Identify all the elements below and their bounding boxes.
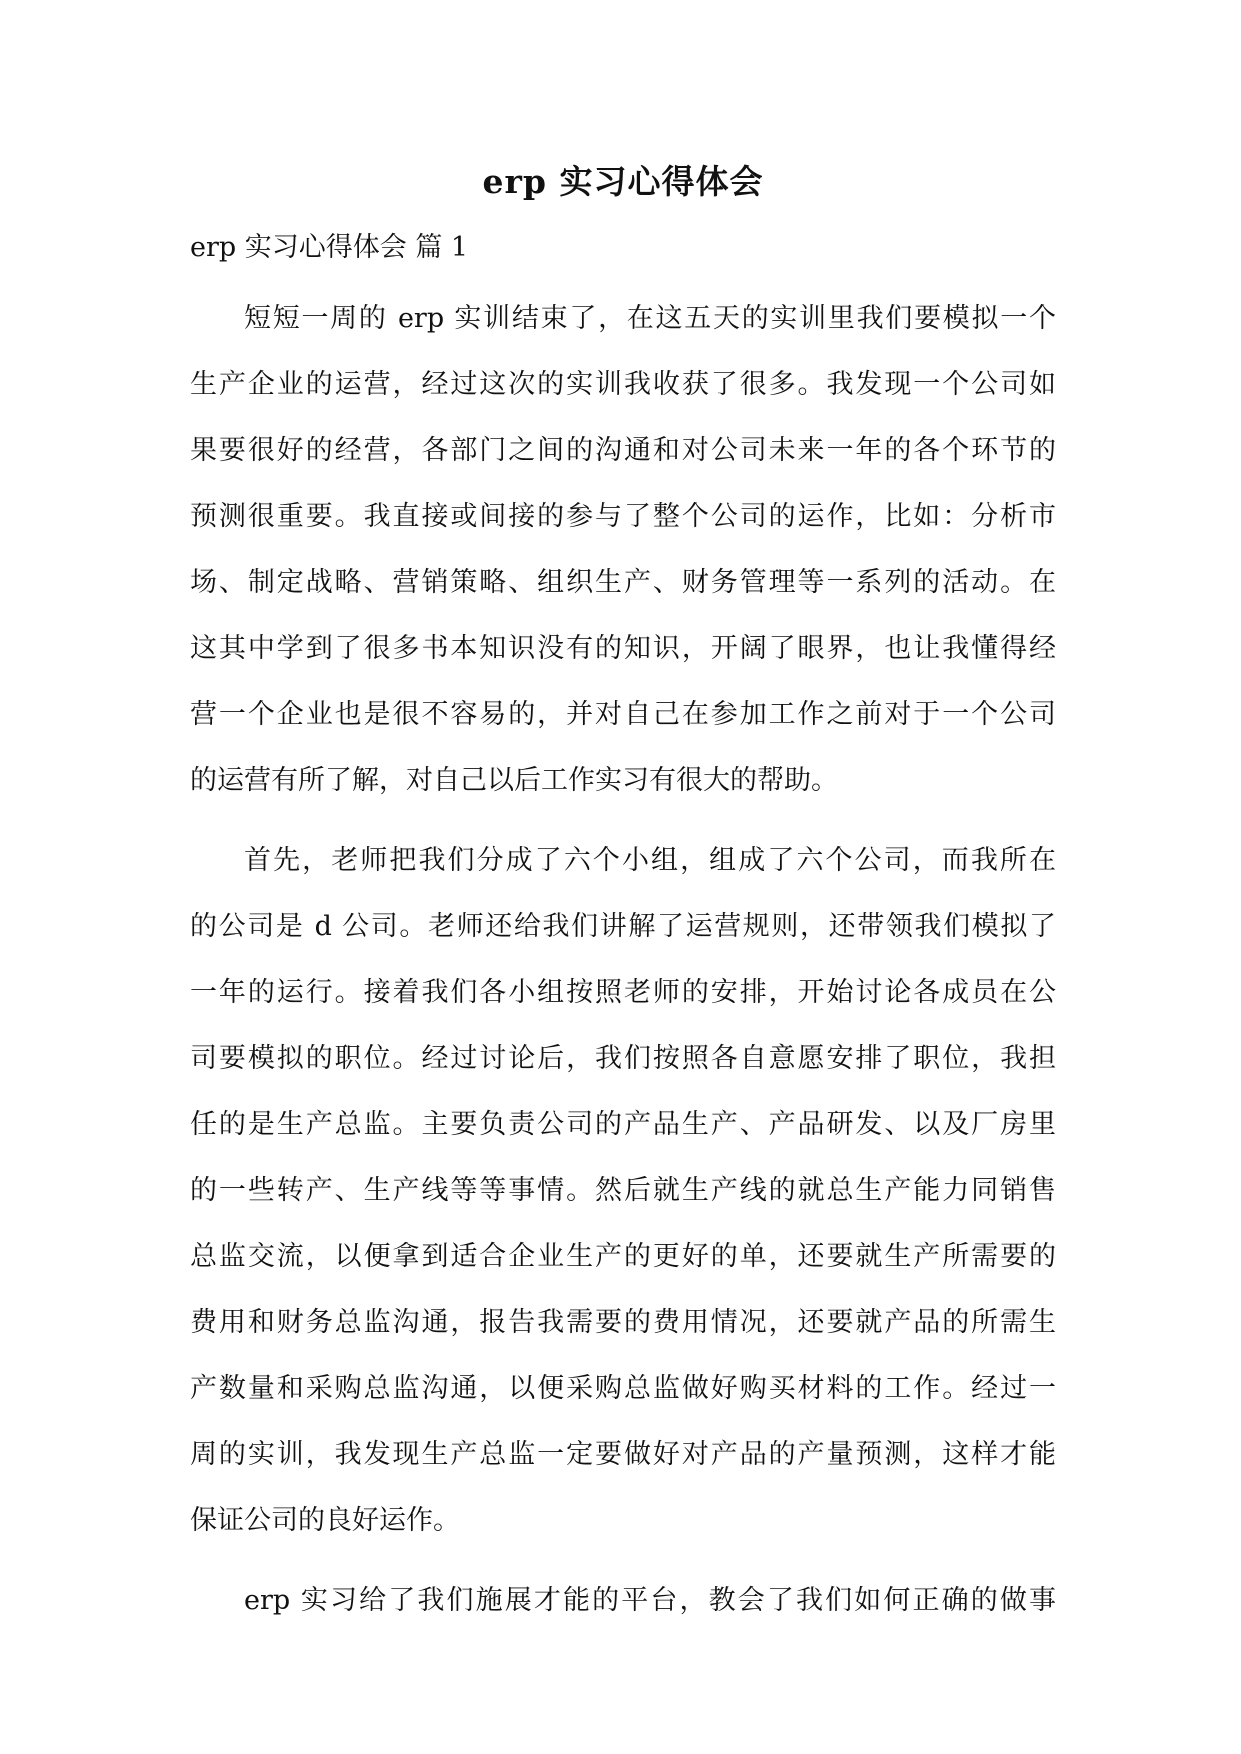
paragraph-line: 预测很重要。我直接或间接的参与了整个公司的运作，比如：分析市 [190, 501, 1056, 532]
paragraph-line: 短短一周的 erp 实训结束了，在这五天的实训里我们要模拟一个 [244, 303, 1056, 334]
paragraph-line: 果要很好的经营，各部门之间的沟通和对公司未来一年的各个环节的 [190, 435, 1056, 466]
paragraph-line: 总监交流，以便拿到适合企业生产的更好的单，还要就生产所需要的 [190, 1241, 1056, 1272]
paragraph-line: 场、制定战略、营销策略、组织生产、财务管理等一系列的活动。在 [190, 567, 1056, 598]
paragraph-line: 营一个企业也是很不容易的，并对自己在参加工作之前对于一个公司 [190, 699, 1056, 730]
paragraph-3 [190, 1568, 1056, 1634]
paragraph-line: 产数量和采购总监沟通，以便采购总监做好购买材料的工作。经过一 [190, 1373, 1056, 1404]
paragraph-line: 任的是生产总监。主要负责公司的产品生产、产品研发、以及厂房里 [190, 1109, 1056, 1140]
document-title: erp 实习心得体会 [482, 162, 764, 201]
paragraph-line: 的运营有所了解，对自己以后工作实习有很大的帮助。 [190, 765, 838, 796]
paragraph-line: 生产企业的运营，经过这次的实训我收获了很多。我发现一个公司如 [190, 369, 1056, 400]
paragraph-1 [190, 286, 1056, 814]
paragraph-line: 这其中学到了很多书本知识没有的知识，开阔了眼界，也让我懂得经 [190, 633, 1056, 664]
paragraph-2 [190, 828, 1056, 1554]
document-body [190, 162, 1056, 1634]
paragraph-line: 周的实训，我发现生产总监一定要做好对产品的产量预测，这样才能 [190, 1439, 1056, 1470]
paragraph-line: 费用和财务总监沟通，报告我需要的费用情况，还要就产品的所需生 [190, 1307, 1056, 1338]
paragraph-line: 司要模拟的职位。经过讨论后，我们按照各自意愿安排了职位，我担 [190, 1043, 1056, 1074]
paragraph-line: 的一些转产、生产线等等事情。然后就生产线的就总生产能力同销售 [190, 1175, 1056, 1206]
paragraph-line: 保证公司的良好运作。 [190, 1505, 460, 1536]
paragraph-line: 一年的运行。接着我们各小组按照老师的安排，开始讨论各成员在公 [190, 977, 1056, 1008]
paragraph-line: 首先，老师把我们分成了六个小组，组成了六个公司，而我所在 [244, 845, 1056, 876]
paragraph-line: erp 实习给了我们施展才能的平台，教会了我们如何正确的做事 [244, 1585, 1056, 1616]
paragraph-line: 的公司是 d 公司。老师还给我们讲解了运营规则，还带领我们模拟了 [190, 911, 1056, 942]
section-heading: erp 实习心得体会 篇 1 [190, 232, 469, 263]
